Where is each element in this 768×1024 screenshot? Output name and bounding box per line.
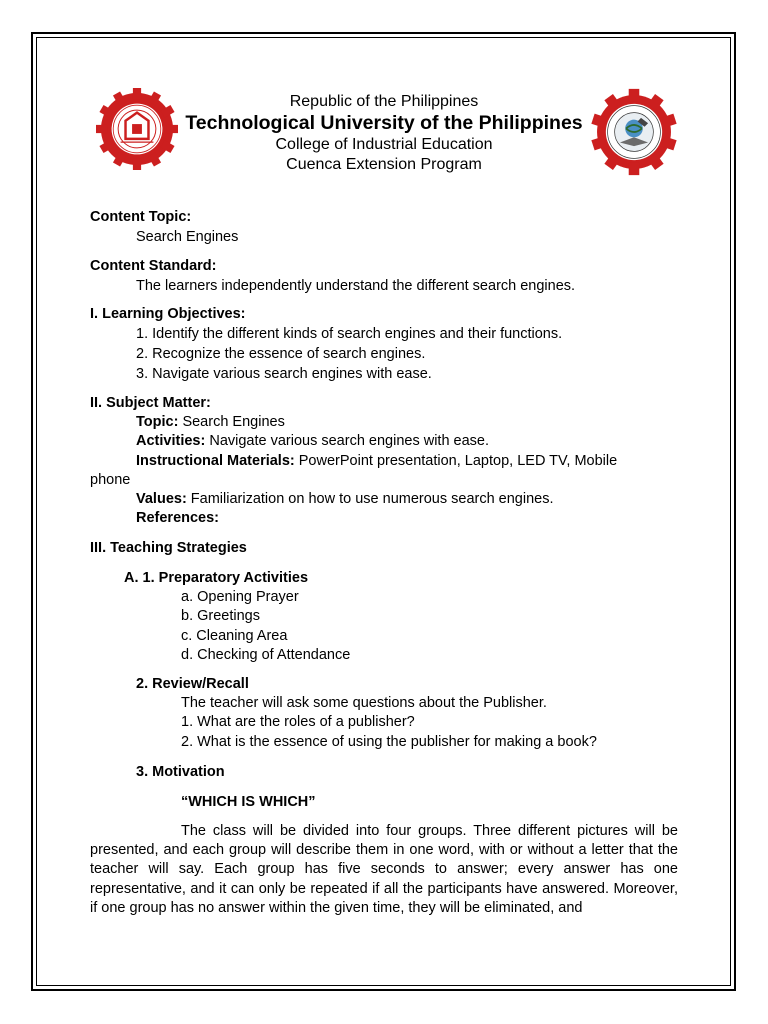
- motivation-title: “WHICH IS WHICH”: [181, 794, 316, 810]
- header-program: Cuenca Extension Program: [286, 155, 482, 173]
- subject-activities-value: Navigate various search engines with ease.: [205, 433, 490, 449]
- content-topic-value: Search Engines: [136, 229, 239, 245]
- header-republic: Republic of the Philippines: [289, 93, 479, 110]
- subject-references-label: References:: [136, 510, 220, 526]
- preparatory-heading: A. 1. Preparatory Activities: [124, 570, 309, 586]
- subject-materials-value: PowerPoint presentation, Laptop, LED TV, Mobile: [294, 453, 618, 469]
- header-university: Technological University of the Philippines: [185, 112, 583, 134]
- subject-topic-label: Topic:: [136, 414, 179, 430]
- subject-topic-value: Search Engines: [178, 414, 285, 430]
- preparatory-item: b. Greetings: [181, 608, 260, 624]
- header-college: College of Industrial Education: [275, 136, 493, 153]
- review-question: 2. What is the essence of using the publisher for making a book?: [181, 734, 597, 750]
- subject-activities-label: Activities:: [136, 433, 206, 449]
- subject-activities-line: [136, 433, 489, 450]
- objective-item: 3. Navigate various search engines with ease.: [136, 366, 432, 382]
- motivation-paragraph: The class will be divided into four groups. Three different pictures will be presented, and each group will describe them in one word, with or without a letter that the teacher will say. Each group has five seconds to answer; every answer has one representative, and it can only be repeated if all the participants have answered. Moreover, if one group has no answer within the given time, they will be eliminated, and: [90, 823, 678, 916]
- subject-matter-heading: II. Subject Matter:: [90, 395, 211, 411]
- subject-values-line: [136, 491, 554, 508]
- subject-materials-line: [136, 453, 617, 470]
- motivation-heading: 3. Motivation: [136, 764, 225, 780]
- preparatory-item: d. Checking of Attendance: [181, 647, 351, 663]
- preparatory-item: a. Opening Prayer: [181, 589, 299, 605]
- objective-item: 1. Identify the different kinds of search engines and their functions.: [136, 326, 563, 342]
- subject-materials-wrap: phone: [90, 472, 131, 488]
- review-heading: 2. Review/Recall: [136, 676, 249, 692]
- subject-values-label: Values:: [136, 491, 187, 507]
- strategies-heading: III. Teaching Strategies: [90, 540, 247, 556]
- subject-topic-line: [136, 414, 285, 431]
- review-question: 1. What are the roles of a publisher?: [181, 714, 415, 730]
- content-standard-label: Content Standard:: [90, 258, 217, 274]
- content-topic-label: Content Topic:: [90, 209, 192, 225]
- content-standard-value: The learners independently understand the different search engines.: [136, 278, 576, 294]
- document-header: [90, 92, 678, 174]
- review-intro: The teacher will ask some questions about the Publisher.: [181, 695, 547, 711]
- preparatory-item: c. Cleaning Area: [181, 628, 288, 644]
- subject-values-value: Familiarization on how to use numerous search engines.: [186, 491, 554, 507]
- objective-item: 2. Recognize the essence of search engines.: [136, 346, 426, 362]
- objectives-heading: I. Learning Objectives:: [90, 306, 246, 322]
- subject-materials-label: Instructional Materials:: [136, 453, 295, 469]
